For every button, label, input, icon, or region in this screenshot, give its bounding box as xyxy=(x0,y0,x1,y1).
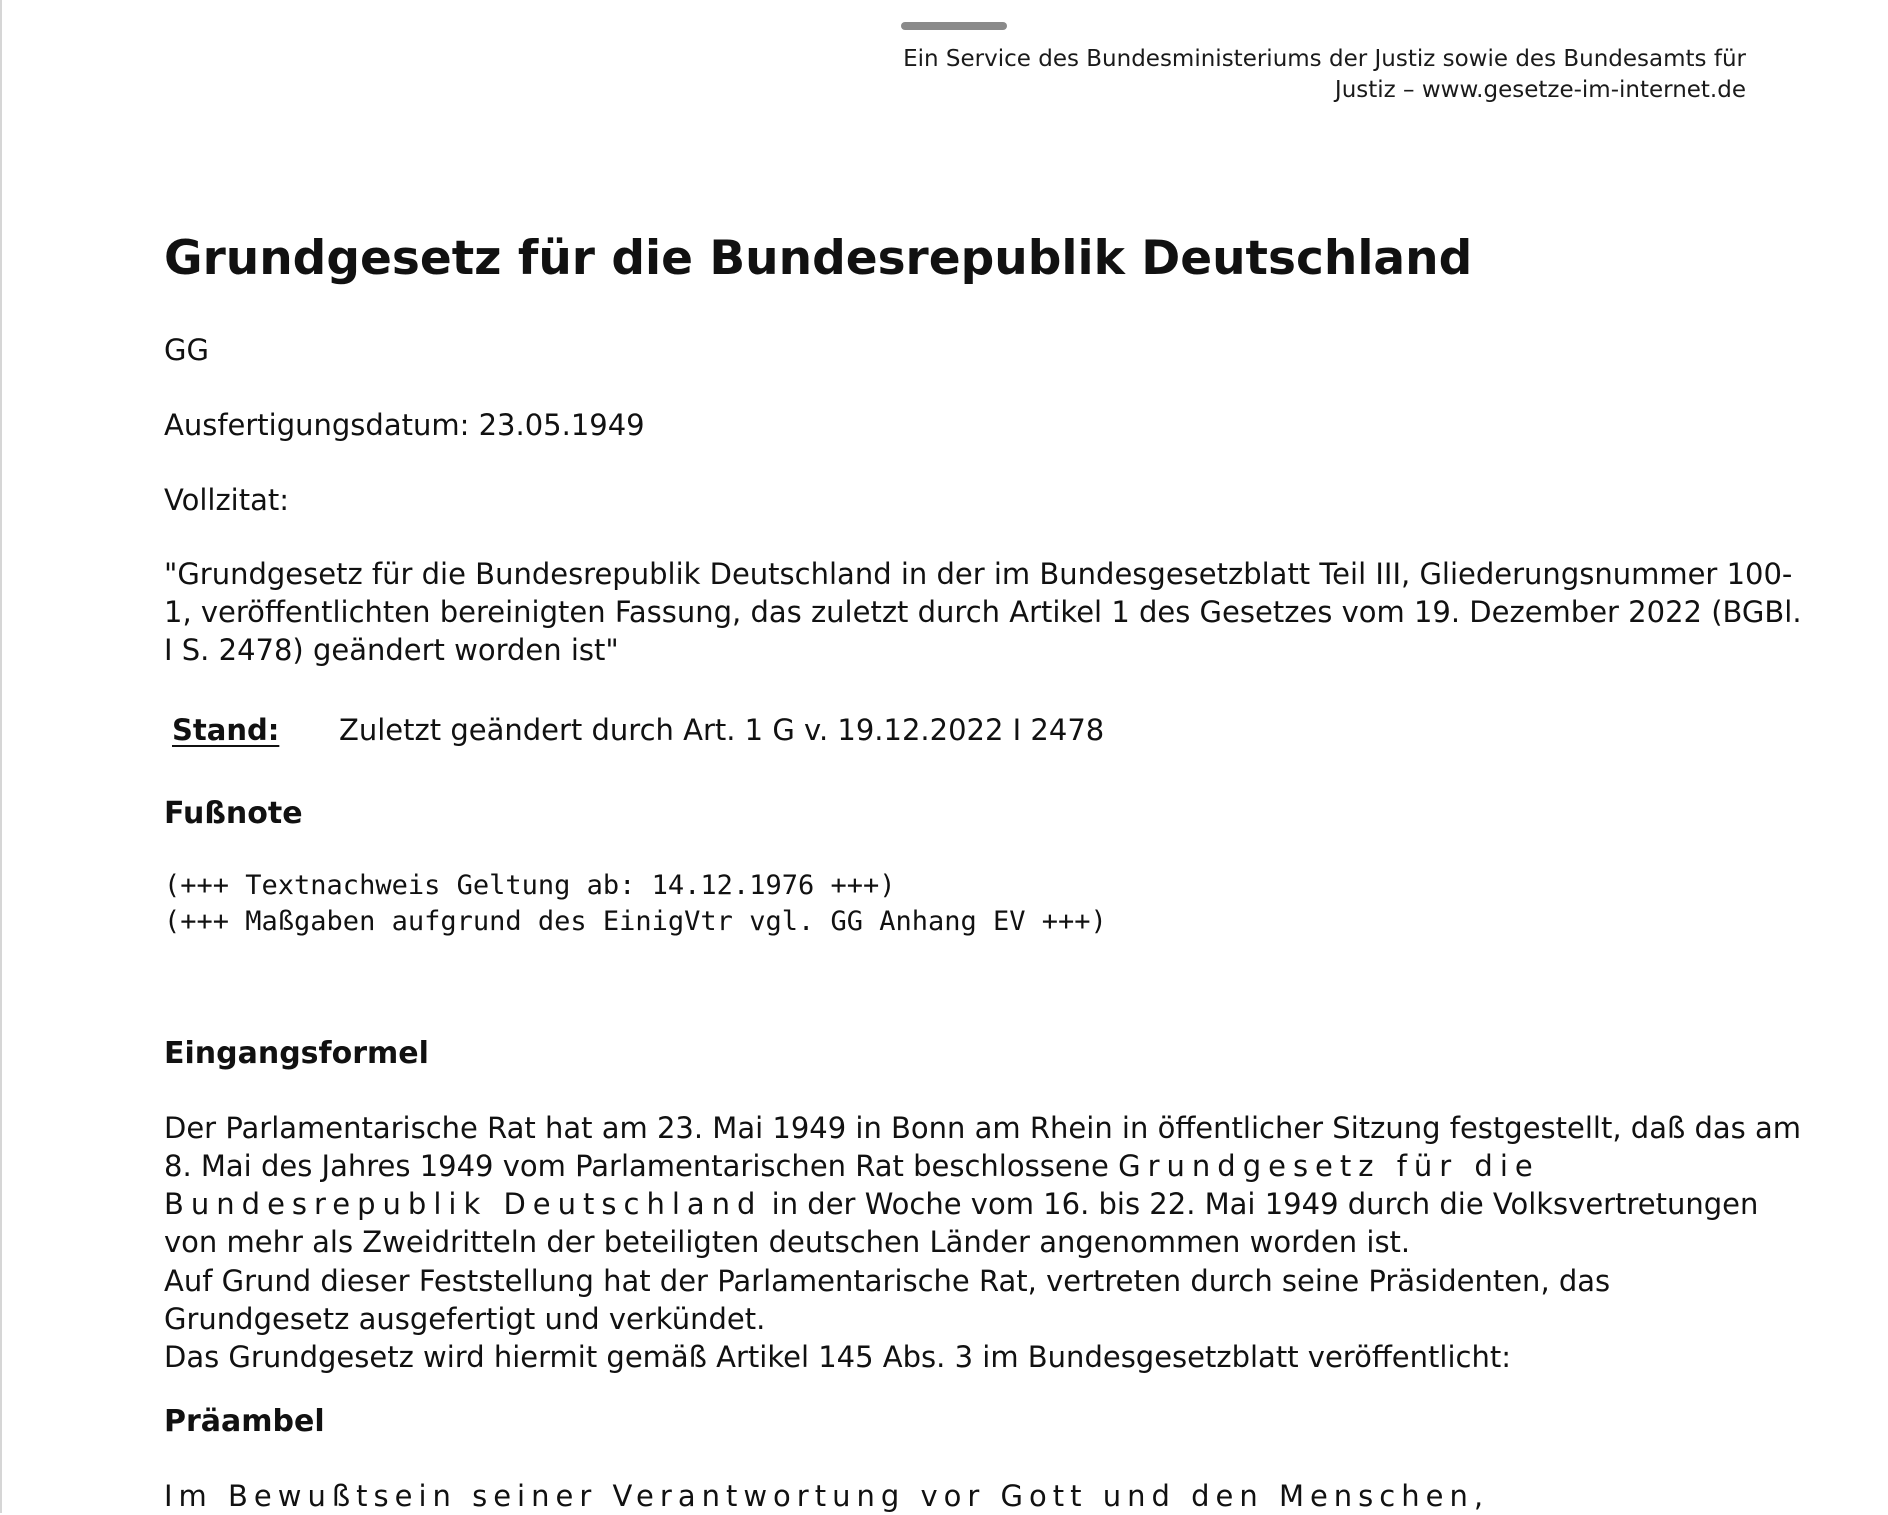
praeambel-first-line: Im Bewußtsein seiner Verantwortung vor Gott und den Menschen, xyxy=(164,1479,1490,1513)
fussnote-line: (+++ Textnachweis Geltung ab: 14.12.1976 +++) xyxy=(164,870,896,901)
stand-value: Zuletzt geändert durch Art. 1 G v. 19.12.2022 I 2478 xyxy=(339,713,1105,747)
scroll-handle[interactable] xyxy=(901,22,1007,30)
vollzitat-label: Vollzitat: xyxy=(164,483,290,517)
page-left-edge xyxy=(0,0,2,1513)
law-abbreviation: GG xyxy=(164,333,209,367)
document-title: Grundgesetz für die Bundesrepublik Deutschland xyxy=(164,231,1473,286)
fussnote-heading: Fußnote xyxy=(164,796,303,831)
ausfertigungsdatum: Ausfertigungsdatum: 23.05.1949 xyxy=(164,408,645,442)
eingangsformel-heading: Eingangsformel xyxy=(164,1036,429,1071)
stand-label: Stand: xyxy=(172,713,280,747)
eingangsformel-paragraph xyxy=(164,1109,1804,1261)
eingangsformel-paragraph: Das Grundgesetz wird hiermit gemäß Artikel 145 Abs. 3 im Bundesgesetzblatt veröffentlicht: xyxy=(164,1340,1511,1374)
vollzitat-text: "Grundgesetz für die Bundesrepublik Deutschland in der im Bundesgesetzblatt Teil III, Gliederungsnummer 100-1, veröffentlichten bereinigten Fassung, das zuletzt durch Artikel 1 des Gesetzes vom 19. Dezember 2022 (BGBl. I S. 2478) geändert worden ist" xyxy=(164,557,1802,667)
praeambel-heading: Präambel xyxy=(164,1404,325,1439)
spaced-law-title: Grundgesetz für die Bundesrepublik Deutschland xyxy=(164,1149,1540,1221)
fussnote-line: (+++ Maßgaben aufgrund des EinigVtr vgl. GG Anhang EV +++) xyxy=(164,906,1107,937)
service-note: Ein Service des Bundesministeriums der Justiz sowie des Bundesamts für Justiz – www.gesetze-im-internet.de xyxy=(903,46,1746,103)
eingangsformel-paragraph: Auf Grund dieser Feststellung hat der Parlamentarische Rat, vertreten durch seine Präsidenten, das Grundgesetz ausgefertigt und verkündet. xyxy=(164,1264,1611,1336)
eingangsformel-text: Der Parlamentarische Rat hat am 23. Mai 1949 in Bonn am Rhein in öffentlicher Sitzung festgestellt, daß das am 8. Mai des Jahres 1949 vom Parlamentarischen Rat beschlossene xyxy=(164,1111,1801,1183)
eingangsformel-text: in der Woche vom 16. bis 22. Mai 1949 durch die Volksvertretungen von mehr als Zweidritteln der beteiligten deutschen Länder angenommen worden ist. xyxy=(164,1187,1759,1259)
